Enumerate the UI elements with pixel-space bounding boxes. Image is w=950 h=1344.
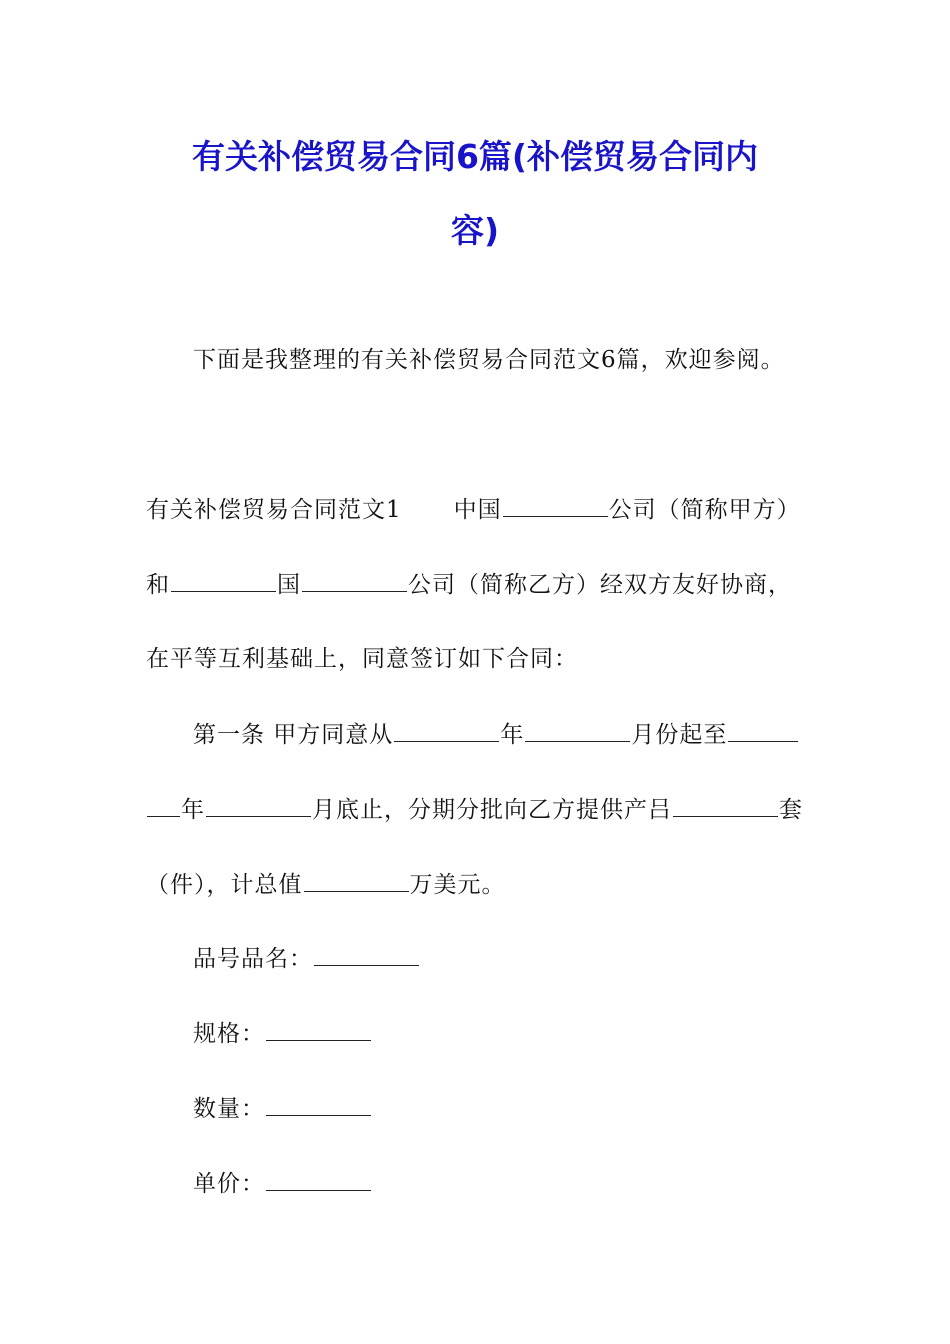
party-a-label: 公司（简称甲方）: [608, 497, 801, 523]
blank-underline: [266, 1018, 371, 1041]
contract-line-6: [146, 869, 506, 900]
blank-underline: [266, 1093, 371, 1116]
document-title-line-2: 容): [450, 211, 500, 250]
text-segment: 套: [779, 797, 803, 823]
blank-underline: [503, 494, 608, 517]
blank-underline: [394, 719, 499, 742]
blank-underline: [171, 569, 276, 592]
blank-underline: [206, 794, 311, 817]
field-quantity: [193, 1093, 372, 1124]
text-segment: 月份起至: [631, 722, 728, 748]
text-segment: 月底止，分期分批向乙方提供产吕: [312, 797, 672, 823]
sample-heading: 有关补偿贸易合同范文1: [146, 497, 402, 523]
document-title-line-1: 有关补偿贸易合同6篇(补偿贸易合同内: [191, 137, 759, 176]
field-product-name: [193, 943, 420, 974]
field-label: 数量：: [193, 1096, 265, 1122]
contract-line-3: 在平等互利基础上，同意签订如下合同：: [146, 646, 578, 672]
blank-underline: [304, 869, 409, 892]
blank-underline: [147, 794, 180, 817]
contract-line-5: [146, 794, 803, 825]
blank-underline: [266, 1168, 371, 1191]
field-label: 规格：: [193, 1021, 265, 1047]
blank-underline: [314, 943, 419, 966]
contract-line-2: [146, 569, 792, 600]
text-segment: 年: [181, 797, 205, 823]
field-label: 品号品名：: [193, 946, 313, 972]
article-one-text: 第一条 甲方同意从: [193, 722, 394, 748]
intro-paragraph: 下面是我整理的有关补偿贸易合同范文6篇，欢迎参阅。: [193, 347, 785, 373]
text-segment: 国: [277, 572, 301, 598]
field-unit-price: [193, 1168, 372, 1199]
blank-underline: [525, 719, 630, 742]
text-segment: 年: [500, 722, 525, 748]
country-label: 中国: [453, 497, 502, 523]
blank-underline: [302, 569, 407, 592]
field-specification: [193, 1018, 372, 1049]
text-segment: （件），计总值: [146, 872, 303, 898]
blank-underline: [673, 794, 778, 817]
field-label: 单价：: [193, 1171, 265, 1197]
party-b-label: 公司（简称乙方）经双方友好协商，: [408, 572, 792, 598]
text-segment: 万美元。: [409, 872, 506, 898]
contract-line-4: [193, 719, 799, 750]
text-segment: 和: [146, 572, 170, 598]
blank-underline: [728, 719, 798, 742]
contract-line-1: [146, 494, 801, 525]
